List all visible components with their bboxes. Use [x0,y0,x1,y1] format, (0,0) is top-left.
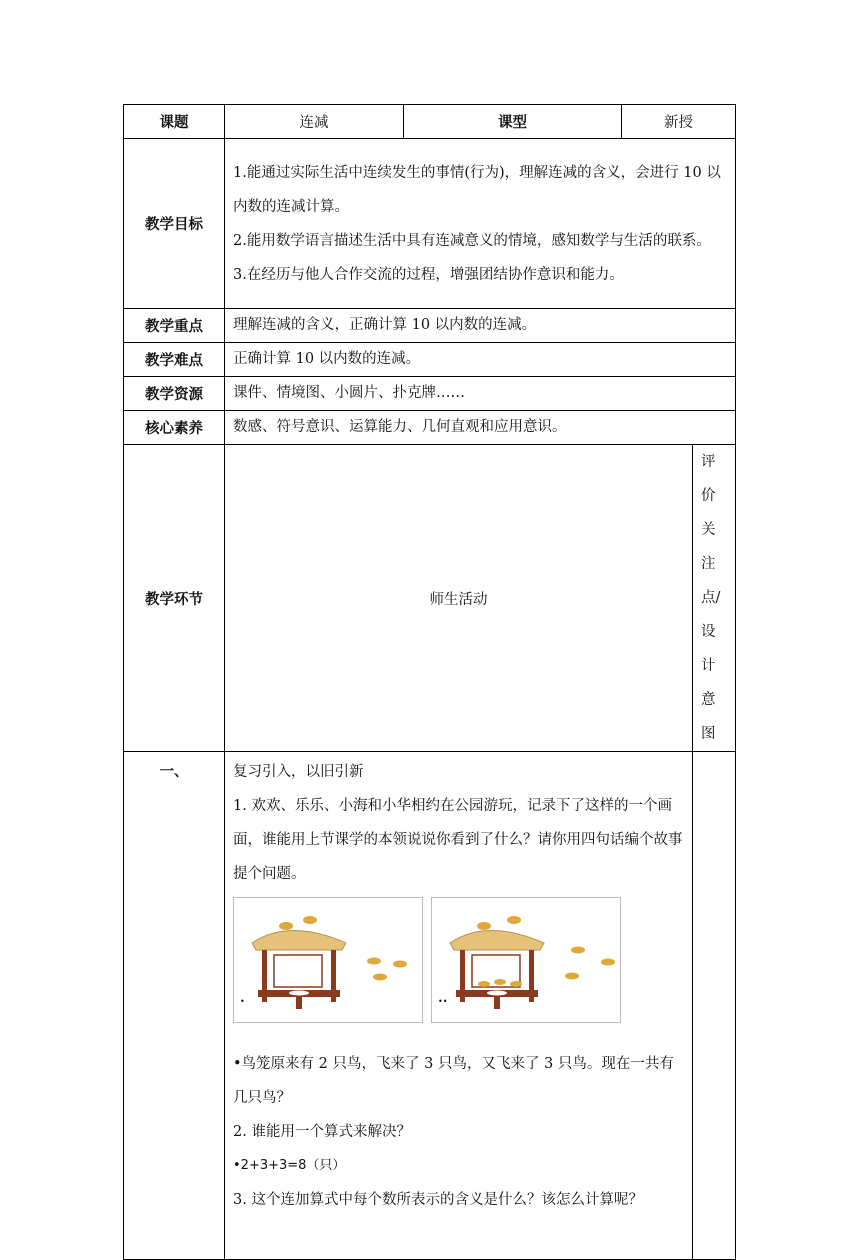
difficulty-label: 教学难点 [124,343,225,377]
literacy-value: 数感、符号意识、运算能力、几何直观和应用意识。 [225,411,736,445]
process-label: 教学环节 [124,445,225,752]
topic-label: 课题 [124,105,225,139]
birdcage-figure-1 [233,897,423,1023]
eval-header: 评价关注点/设计意图 [693,445,736,752]
question-two: 2. 谁能用一个算式来解决？ [233,1124,411,1140]
question-three: 3. 这个连加算式中每个数所表示的含义是什么？该怎么计算呢？ [233,1192,643,1208]
figure-mark: • [240,997,245,1006]
objective-item: 3.在经历与他人合作交流的过程，增强团结协作意识和能力。 [233,266,624,283]
objective-item: 2.能用数学语言描述生活中具有连减意义的情境，感知数学与生活的联系。 [233,232,711,249]
lesson-plan-table [123,104,736,1260]
resources-value: 课件、情境图、小圆片、扑克牌…… [225,377,736,411]
type-value: 新授 [622,105,736,139]
section-one-eval [693,752,736,1260]
type-label: 课型 [404,105,622,139]
objective-item: 1.能通过实际生活中连续发生的事情(行为)，理解连减的含义，会进行 10 以内数的连减计算。 [233,164,721,215]
objectives-label: 教学目标 [124,139,225,309]
birdcage-figure-2 [431,897,621,1023]
topic-value: 连减 [225,105,404,139]
birdcage-illustration-1 [234,898,422,1022]
situation-figures [233,897,684,1023]
equation: •2+3+3=8（只） [233,1158,346,1173]
objectives-cell [225,139,736,309]
figure-mark: •• [438,997,448,1006]
activity-header: 师生活动 [225,445,693,752]
resources-label: 教学资源 [124,377,225,411]
section-one-content [225,752,693,1260]
difficulty-value: 正确计算 10 以内数的连减。 [225,343,736,377]
literacy-label: 核心素养 [124,411,225,445]
birdcage-illustration-2 [432,898,620,1022]
section-title: 复习引入，以旧引新 [233,764,364,780]
key-point-value: 理解连减的含义，正确计算 10 以内数的连减。 [225,309,736,343]
story-paragraph: •鸟笼原来有 2 只鸟，飞来了 3 只鸟，又飞来了 3 只鸟。现在一共有几只鸟？ [233,1056,674,1106]
question-paragraph: 1. 欢欢、乐乐、小海和小华相约在公园游玩，记录下了这样的一个画面，谁能用上节课学的本领说说你看到了什么？请你用四句话编个故事提个问题。 [233,798,683,882]
key-point-label: 教学重点 [124,309,225,343]
section-one-label: 一、 [124,752,225,1260]
